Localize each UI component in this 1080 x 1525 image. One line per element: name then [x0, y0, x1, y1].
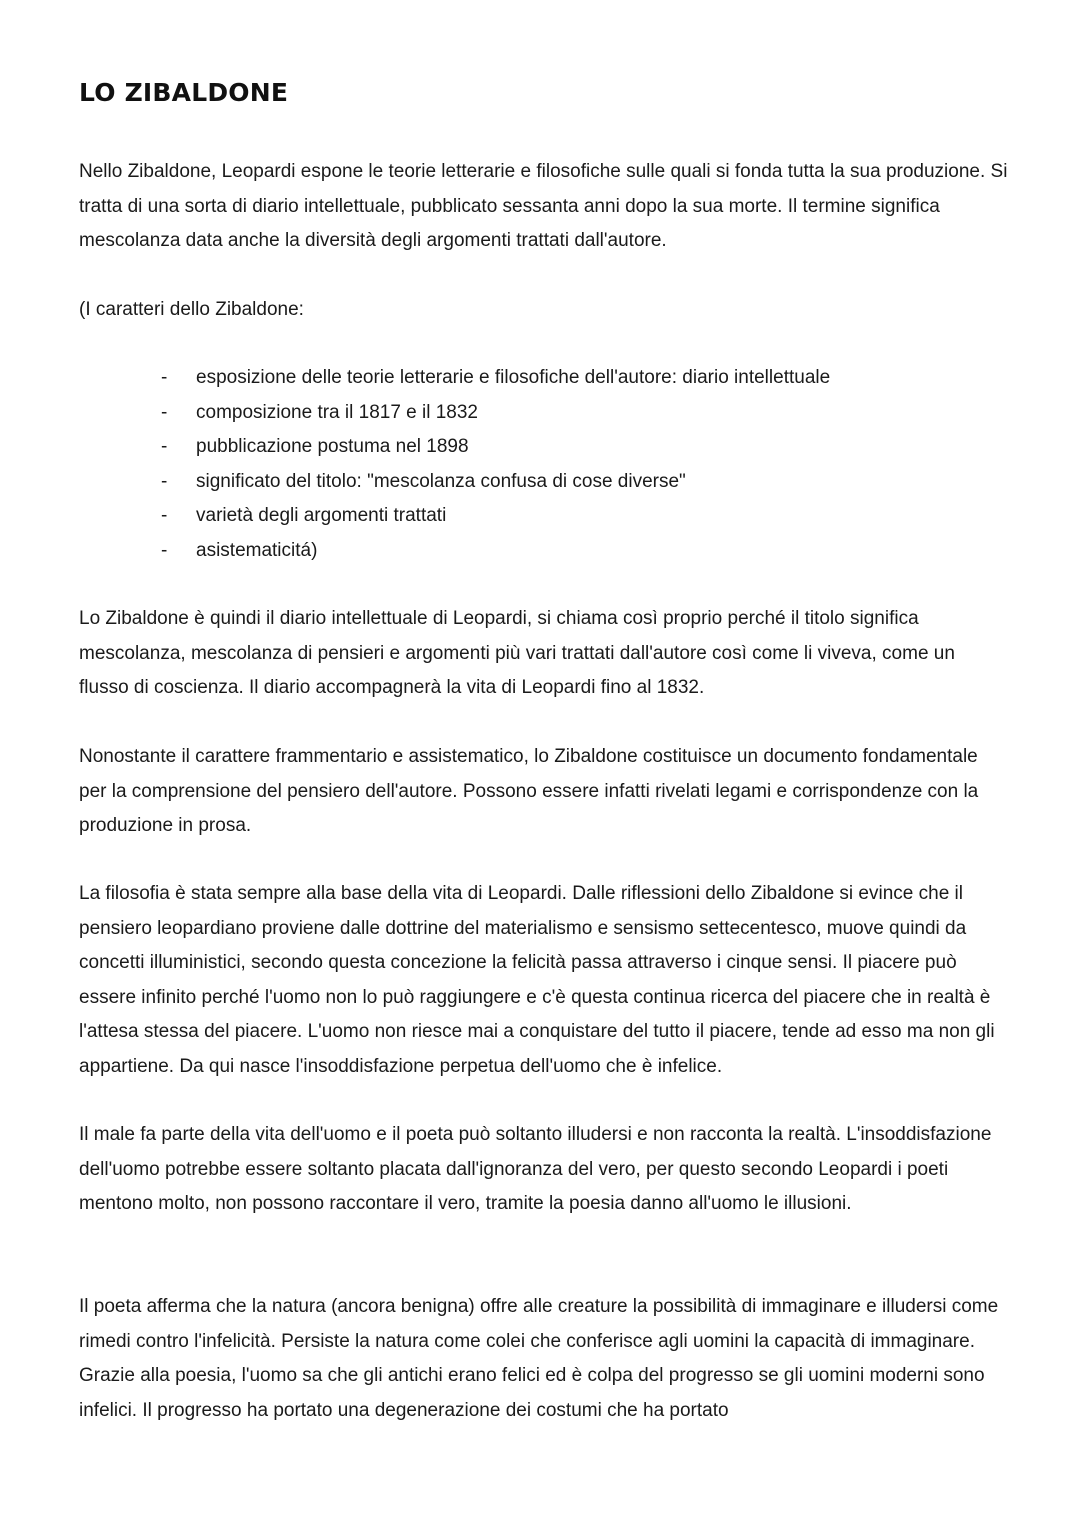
list-item-text: esposizione delle teorie letterarie e filosofiche dell'autore: diario intellettuale: [196, 367, 831, 388]
list-item-text: varietà degli argomenti trattati: [196, 505, 447, 526]
document-title: LO ZIBALDONE: [79, 78, 289, 107]
paragraph-philosophy: La filosofia è stata sempre alla base della vita di Leopardi. Dalle riflessioni dello Zibaldone si evince che il pensiero leopardiano proviene dalle dottrine del materialismo e sensismo settecentesco, muove quindi da concetti illuministici, secondo questa concezione la felicità passa attraverso i cinque sensi. Il piacere può essere infinito perché l'uomo non lo può raggiungere e c'è questa continua ricerca del piacere che in realtà è l'attesa stessa del piacere. L'uomo non riesce mai a conquistare del tutto il piacere, tende ad esso ma non gli appartiene. Da qui nasce l'insoddisfazione perpetua dell'uomo che è infelice.: [79, 883, 995, 1077]
list-item: [0, 361, 830, 396]
list-item-text: asistematicitá): [196, 539, 318, 561]
list-item: [0, 430, 830, 465]
paragraph-fragmentary: Nonostante il carattere frammentario e assistematico, lo Zibaldone costituisce un documento fondamentale per la comprensione del pensiero dell'autore. Possono essere infatti rivelati legami e corrispondenze con la produzione in prosa.: [79, 746, 979, 836]
list-item: [0, 534, 830, 569]
list-item-text: pubblicazione postuma nel 1898: [196, 436, 469, 457]
characteristics-list: [0, 361, 830, 568]
list-item-text: composizione tra il 1817 e il 1832: [196, 401, 479, 423]
bullet-dash: -: [161, 401, 168, 423]
paragraph-diary: Lo Zibaldone è quindi il diario intellettuale di Leopardi, si chiama così proprio perché il titolo significa mescolanza, mescolanza di pensieri e argomenti più vari trattati dall'autore così come li viveva, come un flusso di coscienza. Il diario accompagnerà la vita di Leopardi fino al 1832.: [79, 608, 955, 698]
list-item: [0, 396, 830, 431]
paragraph-nature: Il poeta afferma che la natura (ancora benigna) offre alle creature la possibilità di immaginare e illudersi come rimedi contro l'infelicità. Persiste la natura come colei che conferisce agli uomini la capacità di immaginare. Grazie alla poesia, l'uomo sa che gli antichi erano felici ed è colpa del progresso se gli uomini moderni sono infelici. Il progresso ha portato una degenerazione dei costumi che ha portato: [79, 1296, 999, 1421]
list-item: [0, 465, 830, 500]
bullet-dash: -: [161, 505, 168, 526]
bullet-dash: -: [161, 367, 168, 388]
bullet-dash: -: [161, 470, 168, 492]
paragraph-characteristics-heading: (I caratteri dello Zibaldone:: [79, 299, 304, 320]
list-item: [0, 499, 830, 534]
bullet-dash: -: [161, 436, 168, 457]
list-item-text: significato del titolo: "mescolanza confusa di cose diverse": [196, 470, 686, 492]
paragraph-evil: Il male fa parte della vita dell'uomo e il poeta può soltanto illudersi e non racconta la realtà. L'insoddisfazione dell'uomo potrebbe essere soltanto placata dall'ignoranza del vero, per questo secondo Leopardi i poeti mentono molto, non possono raccontare il vero, tramite la poesia danno all'uomo le illusioni.: [79, 1124, 992, 1214]
paragraph-intro: Nello Zibaldone, Leopardi espone le teorie letterarie e filosofiche sulle quali si fonda tutta la sua produzione. Si tratta di una sorta di diario intellettuale, pubblicato sessanta anni dopo la sua morte. Il termine significa mescolanza data anche la diversità degli argomenti trattati dall'autore.: [79, 161, 1008, 251]
bullet-dash: -: [161, 539, 168, 561]
